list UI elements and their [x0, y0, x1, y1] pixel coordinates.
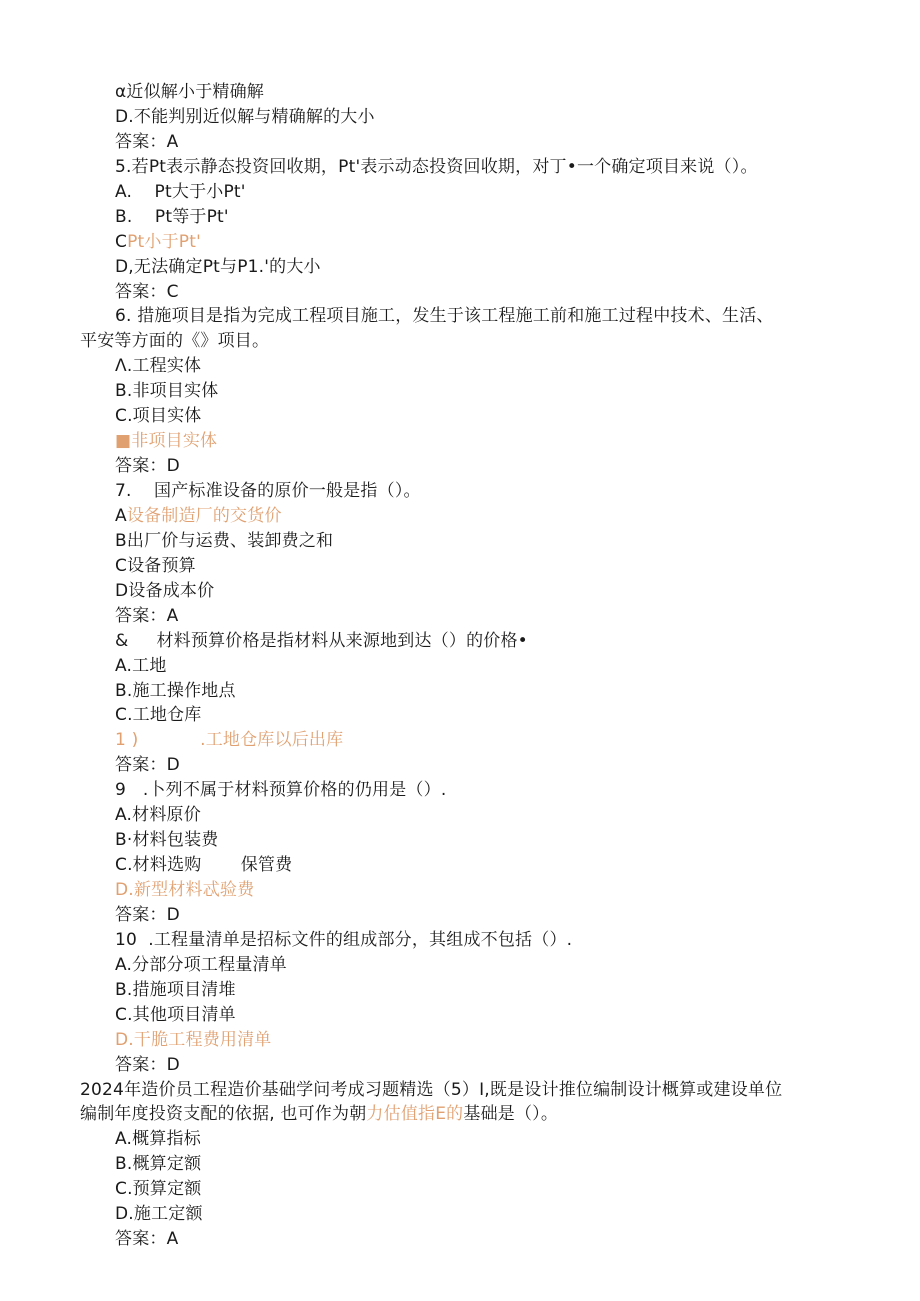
line-text: 答案：C	[115, 281, 179, 302]
line-text: 答案：D	[115, 904, 180, 925]
line-text: 10 .工程量清单是招标文件的组成部分，其组成不包括（）.	[115, 929, 573, 950]
text-line	[0, 479, 920, 504]
line-text: A.工地	[115, 655, 167, 676]
line-text: C.预算定额	[115, 1179, 202, 1200]
line-text: B.施工操作地点	[115, 680, 236, 701]
line-text: 平安等方面的《》项目。	[80, 331, 270, 352]
line-text: 7. 国产标准设备的原价一般是指（）。	[115, 481, 421, 501]
line-text: B. Pt等于Pt'	[115, 206, 229, 227]
text-line	[0, 654, 920, 679]
text-line	[0, 304, 920, 329]
line-text: Λ.工程实体	[115, 356, 202, 377]
text-line	[0, 853, 920, 878]
line-text: 6. 措施项目是指为完成工程项目施工，发生于该工程施工前和施工过程中技术、生活、	[115, 306, 774, 327]
text-line	[0, 978, 920, 1003]
text-line	[0, 554, 920, 579]
text-line	[0, 105, 920, 130]
line-text: B.非项目实体	[115, 381, 219, 402]
line-text: A.材料原价	[115, 805, 201, 826]
line-text: 基础是（）。	[463, 1104, 559, 1125]
text-line	[0, 1003, 920, 1028]
text-line	[0, 1177, 920, 1202]
text-line	[0, 529, 920, 554]
line-text: D.不能判别近似解与精确解的大小	[115, 106, 375, 127]
highlighted-text: D.干脆工程费用清单	[115, 1029, 272, 1050]
text-line	[0, 778, 920, 803]
text-line	[0, 728, 920, 753]
line-text: C.材料选购 保管费	[115, 855, 293, 876]
line-text: 答案：A	[115, 131, 179, 152]
text-line	[0, 1053, 920, 1078]
highlighted-text: 1 ) .工地仓库以后出库	[115, 730, 344, 751]
line-text: B·材料包装费	[115, 830, 219, 851]
text-line	[0, 1078, 920, 1103]
highlighted-text: ■非项目实体	[115, 431, 218, 452]
text-line	[0, 828, 920, 853]
text-line	[0, 928, 920, 953]
line-text: 答案：A	[115, 605, 179, 626]
line-text: B出厂价与运费、装卸费之和	[115, 530, 334, 551]
line-text: 2024年造价员工程造价基础学问考成习题精选（5）I,既是设计推位编制设计概算或建设单位	[80, 1079, 783, 1100]
text-line	[0, 1028, 920, 1053]
line-text: A	[115, 505, 127, 526]
text-line	[0, 1102, 920, 1127]
highlighted-text: 力估值指E的	[366, 1104, 464, 1125]
line-text: A.概算指标	[115, 1129, 201, 1150]
line-text: 答案：D	[115, 1054, 180, 1075]
text-line	[0, 80, 920, 105]
text-line	[0, 1202, 920, 1227]
text-line	[0, 454, 920, 479]
text-line	[0, 130, 920, 155]
text-line	[0, 679, 920, 704]
line-text: α近似解小于精确解	[115, 82, 265, 102]
text-line	[0, 579, 920, 604]
text-line	[0, 703, 920, 728]
text-line	[0, 280, 920, 305]
highlighted-text: Pt小于Pt'	[127, 231, 201, 252]
line-text: D,无法确定Pt与P1.'的大小	[115, 256, 321, 277]
text-line	[0, 803, 920, 828]
text-line	[0, 504, 920, 529]
line-text: 答案：D	[115, 456, 180, 477]
line-text: C.工地仓库	[115, 705, 202, 726]
line-text: C.项目实体	[115, 406, 202, 427]
line-text: 编制年度投资支配的依据, 也可作为朝	[80, 1104, 367, 1125]
text-line	[0, 429, 920, 454]
text-line	[0, 180, 920, 205]
text-line	[0, 354, 920, 379]
line-text: D设备成本价	[115, 580, 215, 601]
line-text: A.分部分项工程量清单	[115, 954, 287, 975]
line-text: 答案：A	[115, 1229, 179, 1250]
text-line	[0, 753, 920, 778]
text-line	[0, 155, 920, 180]
text-line	[0, 953, 920, 978]
line-text: C	[115, 231, 128, 252]
text-line	[0, 379, 920, 404]
highlighted-text: D.新型材料忒验费	[115, 880, 255, 900]
text-line	[0, 629, 920, 654]
line-text: 答案：D	[115, 755, 180, 776]
text-line	[0, 1152, 920, 1177]
text-line	[0, 329, 920, 354]
text-line	[0, 878, 920, 903]
line-text: 9 .卜列不属于材料预算价格的仍用是（）.	[115, 780, 447, 801]
line-text: D.施工定额	[115, 1204, 203, 1225]
line-text: C设备预算	[115, 555, 196, 576]
line-text: & 材料预算价格是指材料从来源地到达（）的价格•	[115, 630, 528, 651]
text-line	[0, 1127, 920, 1152]
line-text: A. Pt大于小Pt'	[115, 181, 246, 202]
text-line	[0, 205, 920, 230]
line-text: 5.若Pt表示静态投资回收期，Pt'表示动态投资回收期，对丁•一个确定项目来说（）。	[115, 156, 758, 177]
text-line	[0, 404, 920, 429]
document-body	[0, 80, 920, 1252]
line-text: C.其他项目清单	[115, 1004, 236, 1025]
text-line	[0, 604, 920, 629]
text-line	[0, 230, 920, 255]
line-text: B.措施项目清堆	[115, 979, 236, 1000]
text-line	[0, 1227, 920, 1252]
text-line	[0, 255, 920, 280]
text-line	[0, 903, 920, 928]
highlighted-text: 设备制造厂的交货价	[126, 505, 282, 526]
line-text: B.概算定额	[115, 1154, 202, 1175]
